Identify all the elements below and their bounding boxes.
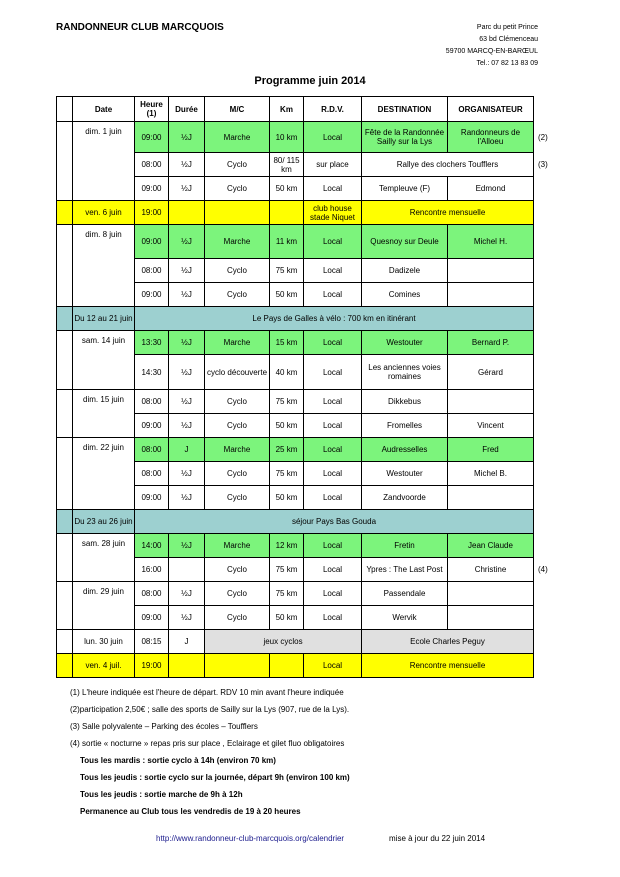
duration-cell: ½J: [169, 153, 205, 177]
calendar-link[interactable]: http://www.randonneur-club-marcquois.org/calendrier: [156, 834, 345, 843]
km-cell: 50 km: [270, 177, 304, 201]
duration-cell: ½J: [169, 177, 205, 201]
programme-table: [56, 96, 564, 678]
rdv-cell: Local: [304, 390, 362, 414]
table-row: [57, 307, 564, 331]
date-cell: sam. 28 juin: [73, 534, 135, 582]
km-cell: 10 km: [270, 122, 304, 153]
rdv-cell: Local: [304, 283, 362, 307]
rdv-cell: Local: [304, 122, 362, 153]
event-cell: séjour Pays Bas Gouda: [135, 510, 534, 534]
time-cell: 14:00: [135, 534, 169, 558]
rdv-cell: Local: [304, 558, 362, 582]
time-cell: 09:00: [135, 606, 169, 630]
destination-cell: Dadizele: [362, 259, 448, 283]
address-line: 63 bd Clémenceau: [479, 36, 538, 43]
type-cell: jeux cyclos: [205, 630, 362, 654]
time-cell: 09:00: [135, 283, 169, 307]
footnote: (3) Salle polyvalente – Parking des écoles – Toufflers: [70, 722, 258, 731]
date-cell: dim. 15 juin: [73, 390, 135, 438]
duration-cell: ½J: [169, 331, 205, 355]
note-ref: (2): [538, 132, 548, 142]
destination-cell: Fête de la Randonnée Sailly sur la Lys: [362, 122, 448, 153]
duration-cell: J: [169, 630, 205, 654]
rdv-cell: Local: [304, 486, 362, 510]
date-cell: sam. 14 juin: [73, 331, 135, 390]
rdv-cell: Local: [304, 259, 362, 283]
time-cell: 09:00: [135, 122, 169, 153]
row-margin: [57, 438, 73, 510]
rdv-cell: Local: [304, 414, 362, 438]
type-cell: [205, 654, 270, 678]
date-cell: dim. 29 juin: [73, 582, 135, 630]
rdv-cell: Local: [304, 582, 362, 606]
destination-cell: Passendale: [362, 582, 448, 606]
destination-cell: Les anciennes voies romaines: [362, 355, 448, 390]
km-cell: 75 km: [270, 582, 304, 606]
destination-cell: Ecole Charles Peguy: [362, 630, 534, 654]
km-cell: 50 km: [270, 486, 304, 510]
type-cell: Cyclo: [205, 486, 270, 510]
time-cell: 14:30: [135, 355, 169, 390]
footnote: (2)participation 2,50€ ; salle des sports de Sailly sur la Lys (907, rue de la Lys).: [70, 705, 350, 714]
rdv-cell: Local: [304, 606, 362, 630]
type-cell: Cyclo: [205, 414, 270, 438]
date-cell: dim. 22 juin: [73, 438, 135, 510]
time-cell: 19:00: [135, 201, 169, 225]
organiser-cell: Bernard P.: [448, 331, 534, 355]
note-ref: (4): [538, 565, 548, 574]
organiser-cell: Gérard: [448, 355, 534, 390]
rdv-cell: club house stade Niquet: [304, 201, 362, 225]
row-margin: [57, 225, 73, 307]
organiser-cell: [448, 283, 534, 307]
date-cell: lun. 30 juin: [73, 630, 135, 654]
km-cell: 11 km: [270, 225, 304, 259]
col-header: Km: [270, 97, 304, 122]
destination-cell: Ypres : The Last Post: [362, 558, 448, 582]
km-cell: 50 km: [270, 606, 304, 630]
organiser-cell: [448, 582, 534, 606]
organiser-cell: Edmond: [448, 177, 534, 201]
time-cell: 08:00: [135, 153, 169, 177]
km-cell: 50 km: [270, 283, 304, 307]
table-row: [57, 122, 564, 153]
destination-cell: Audresselles: [362, 438, 448, 462]
type-cell: Marche: [205, 438, 270, 462]
col-header: Durée: [169, 97, 205, 122]
time-cell: 16:00: [135, 558, 169, 582]
row-margin: [57, 630, 73, 654]
km-cell: 25 km: [270, 438, 304, 462]
address-line: Tel.: 07 82 13 83 09: [476, 60, 538, 67]
organiser-cell: Michel B.: [448, 462, 534, 486]
type-cell: Cyclo: [205, 283, 270, 307]
km-cell: 75 km: [270, 558, 304, 582]
weekly-outing: Tous les jeudis : sortie marche de 9h à 12h: [80, 790, 243, 799]
type-cell: Cyclo: [205, 582, 270, 606]
rdv-cell: Local: [304, 462, 362, 486]
destination-cell: Rencontre mensuelle: [362, 654, 534, 678]
km-cell: 75 km: [270, 390, 304, 414]
duration-cell: ½J: [169, 390, 205, 414]
date-cell: dim. 1 juin: [73, 122, 135, 201]
date-cell: ven. 4 juil.: [73, 654, 135, 678]
duration-cell: ½J: [169, 534, 205, 558]
km-cell: [270, 201, 304, 225]
table-header-row: [57, 97, 564, 122]
duration-cell: J: [169, 438, 205, 462]
date-cell: Du 12 au 21 juin: [73, 307, 135, 331]
rdv-cell: Local: [304, 355, 362, 390]
club-permanence: Permanence au Club tous les vendredis de 19 à 20 heures: [80, 807, 301, 816]
time-cell: 13:30: [135, 331, 169, 355]
club-name: RANDONNEUR CLUB MARCQUOIS: [56, 22, 224, 33]
organiser-cell: [448, 390, 534, 414]
time-cell: 08:00: [135, 582, 169, 606]
page-title: Programme juin 2014: [254, 75, 366, 87]
row-margin: [57, 307, 73, 331]
weekly-outing: Tous les mardis : sortie cyclo à 14h (environ 70 km): [80, 756, 276, 765]
duration-cell: [169, 201, 205, 225]
type-cell: Marche: [205, 331, 270, 355]
destination-cell: Dikkebus: [362, 390, 448, 414]
address-line: 59700 MARCQ-EN-BARŒUL: [445, 48, 538, 55]
km-cell: 12 km: [270, 534, 304, 558]
km-cell: [270, 654, 304, 678]
row-margin: [57, 122, 73, 201]
rdv-cell: Local: [304, 654, 362, 678]
time-cell: 09:00: [135, 225, 169, 259]
duration-cell: [169, 558, 205, 582]
col-header: ORGANISATEUR: [448, 97, 534, 122]
rdv-cell: Local: [304, 438, 362, 462]
destination-cell: Wervik: [362, 606, 448, 630]
km-cell: 50 km: [270, 414, 304, 438]
duration-cell: ½J: [169, 462, 205, 486]
type-cell: Marche: [205, 534, 270, 558]
rdv-cell: Local: [304, 534, 362, 558]
club-address: [446, 22, 538, 70]
time-cell: 08:00: [135, 390, 169, 414]
table-row: [57, 201, 564, 225]
km-cell: 75 km: [270, 462, 304, 486]
date-cell: Du 23 au 26 juin: [73, 510, 135, 534]
color-bar: [57, 97, 73, 122]
type-cell: Marche: [205, 225, 270, 259]
destination-cell: Fretin: [362, 534, 448, 558]
weekly-outing: Tous les jeudis : sortie cyclo sur la journée, départ 9h (environ 100 km): [80, 773, 350, 782]
type-cell: Cyclo: [205, 177, 270, 201]
km-cell: 75 km: [270, 259, 304, 283]
row-margin: [57, 331, 73, 390]
row-margin: [57, 390, 73, 438]
table-row: [57, 630, 564, 654]
row-margin: [57, 582, 73, 630]
km-cell: 80/ 115 km: [270, 153, 304, 177]
time-cell: 09:00: [135, 414, 169, 438]
type-cell: [205, 201, 270, 225]
table-row: [57, 390, 564, 414]
km-cell: 15 km: [270, 331, 304, 355]
destination-cell: Fromelles: [362, 414, 448, 438]
destination-cell: Rallye des clochers Toufflers: [362, 153, 534, 177]
col-header: M/C: [205, 97, 270, 122]
table-row: [57, 582, 564, 606]
type-cell: Cyclo: [205, 462, 270, 486]
destination-cell: Quesnoy sur Deule: [362, 225, 448, 259]
duration-cell: ½J: [169, 122, 205, 153]
duration-cell: ½J: [169, 606, 205, 630]
time-cell: 08:00: [135, 462, 169, 486]
duration-cell: [169, 654, 205, 678]
table-row: [57, 654, 564, 678]
time-cell: 08:00: [135, 438, 169, 462]
organiser-cell: Jean Claude: [448, 534, 534, 558]
row-margin: [57, 510, 73, 534]
rdv-cell: Local: [304, 177, 362, 201]
col-header: DESTINATION: [362, 97, 448, 122]
destination-cell: Templeuve (F): [362, 177, 448, 201]
row-margin: [57, 534, 73, 582]
type-cell: Cyclo: [205, 606, 270, 630]
row-margin: [57, 654, 73, 678]
organiser-cell: [448, 486, 534, 510]
table-row: [57, 331, 564, 355]
rdv-cell: Local: [304, 225, 362, 259]
address-line: Parc du petit Prince: [476, 24, 538, 31]
table-row: [57, 534, 564, 558]
col-header: R.D.V.: [304, 97, 362, 122]
footnote: (1) L'heure indiquée est l'heure de départ. RDV 10 min avant l'heure indiquée: [70, 688, 344, 697]
destination-cell: Zandvoorde: [362, 486, 448, 510]
time-cell: 09:00: [135, 486, 169, 510]
time-cell: 08:15: [135, 630, 169, 654]
duration-cell: ½J: [169, 355, 205, 390]
organiser-cell: Fred: [448, 438, 534, 462]
update-date: mise à jour du 22 juin 2014: [389, 834, 486, 843]
destination-cell: Westouter: [362, 331, 448, 355]
organiser-cell: Vincent: [448, 414, 534, 438]
type-cell: Cyclo: [205, 259, 270, 283]
duration-cell: ½J: [169, 486, 205, 510]
type-cell: Marche: [205, 122, 270, 153]
destination-cell: Comines: [362, 283, 448, 307]
duration-cell: ½J: [169, 582, 205, 606]
date-cell: dim. 8 juin: [73, 225, 135, 307]
event-cell: Le Pays de Galles à vélo : 700 km en itinérant: [135, 307, 534, 331]
table-row: [57, 510, 564, 534]
table-row: [57, 225, 564, 259]
organiser-cell: [448, 259, 534, 283]
type-cell: cyclo découverte: [205, 355, 270, 390]
row-margin: [57, 201, 73, 225]
rdv-cell: sur place: [304, 153, 362, 177]
rdv-cell: Local: [304, 331, 362, 355]
col-header: Heure (1): [135, 97, 169, 122]
col-header: Date: [73, 97, 135, 122]
time-cell: 08:00: [135, 259, 169, 283]
footnote: (4) sortie « nocturne » repas pris sur place , Eclairage et gilet fluo obligatoires: [70, 739, 345, 748]
organiser-cell: [448, 606, 534, 630]
type-cell: Cyclo: [205, 153, 270, 177]
time-cell: 09:00: [135, 177, 169, 201]
destination-cell: Westouter: [362, 462, 448, 486]
duration-cell: ½J: [169, 259, 205, 283]
organiser-cell: Christine: [448, 558, 534, 582]
type-cell: Cyclo: [205, 558, 270, 582]
destination-cell: Rencontre mensuelle: [362, 201, 534, 225]
note-ref: (3): [538, 160, 548, 169]
organiser-cell: Michel H.: [448, 225, 534, 259]
duration-cell: ½J: [169, 414, 205, 438]
km-cell: 40 km: [270, 355, 304, 390]
type-cell: Cyclo: [205, 390, 270, 414]
duration-cell: ½J: [169, 225, 205, 259]
footnotes: [70, 684, 350, 820]
time-cell: 19:00: [135, 654, 169, 678]
organiser-cell: Randonneurs de l'Alloeu: [448, 122, 534, 153]
date-cell: ven. 6 juin: [73, 201, 135, 225]
duration-cell: ½J: [169, 283, 205, 307]
table-row: [57, 438, 564, 462]
